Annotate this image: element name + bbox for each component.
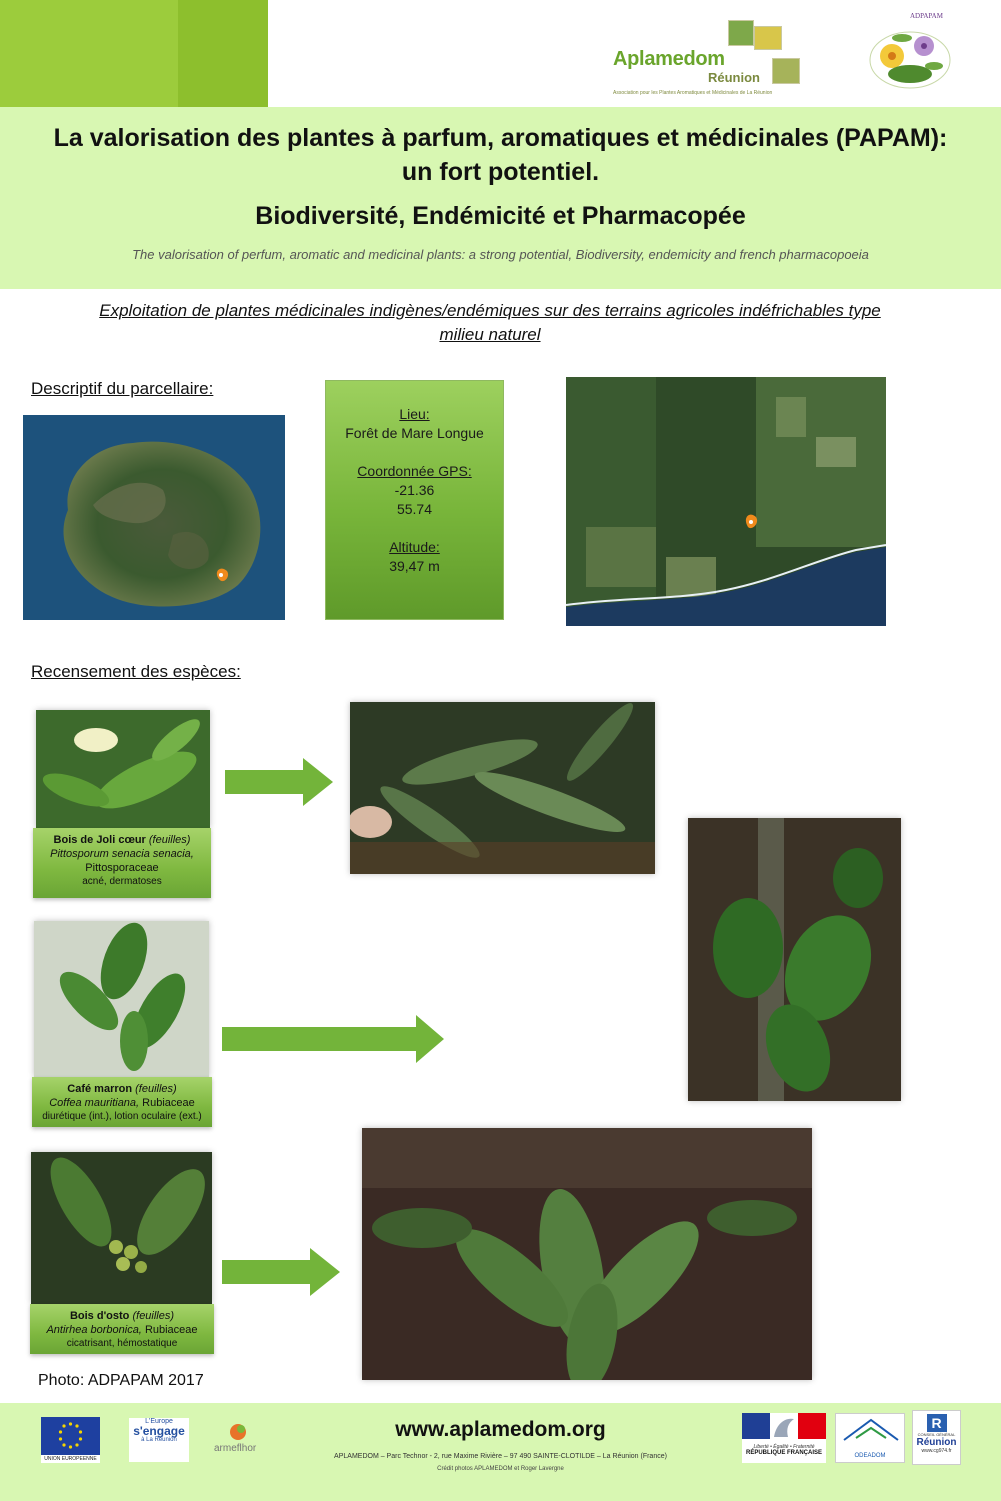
rf-motto: Liberté • Égalité • Fraternité bbox=[753, 1444, 815, 1450]
lieu-value: Forêt de Mare Longue bbox=[345, 425, 484, 441]
rf-label: RÉPUBLIQUE FRANÇAISE bbox=[745, 1450, 822, 1456]
section-title-line-1: Exploitation de plantes médicinales indigènes/endémiques sur des terrains agricoles indéfrichables type bbox=[99, 301, 881, 320]
odeadom-icon bbox=[836, 1414, 906, 1448]
zoomed-satellite-image bbox=[566, 377, 886, 626]
adpapam-label: ADPAPAM bbox=[910, 12, 943, 20]
aplamedom-logo bbox=[610, 18, 805, 98]
gps-lon: 55.74 bbox=[396, 501, 433, 517]
footer-address: APLAMEDOM – Parc Technor - 2, rue Maxime Rivière – 97 490 SAINTE-CLOTILDE – La Réunion (France) bbox=[334, 1453, 667, 1460]
region-line1: CONSEIL GÉNÉRAL bbox=[917, 1432, 956, 1437]
leaf-photo-icon bbox=[31, 1152, 212, 1304]
region-r-icon: R bbox=[927, 1414, 947, 1432]
gps-label: Coordonnée GPS: bbox=[357, 463, 472, 479]
species-label: Recensement des espèces: bbox=[31, 662, 241, 681]
species-2-photo bbox=[34, 921, 209, 1077]
species-3-family: Rubiaceae bbox=[144, 1324, 198, 1336]
zoomed-satellite-map bbox=[566, 377, 886, 626]
species-2-caption bbox=[32, 1077, 212, 1127]
species-3-uses: cicatrisant, hémostatique bbox=[66, 1338, 178, 1349]
title-line-1: La valorisation des plantes à parfum, aromatiques et médicinales (PAPAM): bbox=[53, 124, 948, 152]
top-bar-light bbox=[178, 0, 268, 107]
species-2-family: Rubiaceae bbox=[142, 1097, 195, 1109]
section-title-line-2: milieu naturel bbox=[439, 325, 541, 344]
header-band bbox=[0, 107, 1001, 289]
europe-line1: L'Europe bbox=[145, 1418, 173, 1425]
species-2-part: (feuilles) bbox=[135, 1083, 177, 1095]
odeadom-label: ODEADOM bbox=[854, 1453, 886, 1459]
species-1-family: Pittosporaceae bbox=[85, 862, 159, 874]
species-1-part: (feuilles) bbox=[148, 834, 191, 846]
species-3-part: (feuilles) bbox=[132, 1310, 175, 1322]
leaf-photo-icon bbox=[36, 710, 210, 828]
species-1-uses: acné, dermatoses bbox=[82, 876, 162, 887]
region-url: www.cg974.fr bbox=[921, 1448, 952, 1454]
lieu-label: Lieu: bbox=[399, 406, 430, 422]
species-3-latin: Antirhea borbonica, bbox=[46, 1324, 142, 1336]
aplamedom-name: Aplamedom bbox=[613, 48, 725, 70]
field-photo-icon bbox=[688, 818, 901, 1101]
aplamedom-tagline: Association pour les Plantes Aromatiques et Médicinales de La Réunion bbox=[613, 90, 773, 96]
logo-square-1 bbox=[728, 20, 754, 46]
leaf-photo-icon bbox=[34, 921, 209, 1077]
species-3-field-photo bbox=[362, 1128, 812, 1380]
species-2-uses: diurétique (int.), lotion oculaire (ext.) bbox=[42, 1111, 202, 1122]
altitude-label: Altitude: bbox=[389, 539, 440, 555]
species-1-field-photo bbox=[350, 702, 655, 874]
species-1-latin: Pittosporum senacia senacia, bbox=[50, 848, 194, 860]
region-reunion-logo bbox=[912, 1410, 961, 1465]
english-translation: The valorisation of perfum, aromatic and medicinal plants: a strong potential, Biodiversity, endemicity and french pharmacopoeia bbox=[132, 247, 869, 262]
aplamedom-sub: Réunion bbox=[708, 70, 760, 85]
parcel-label: Descriptif du parcellaire: bbox=[31, 379, 214, 398]
website-url[interactable]: www.aplamedom.org bbox=[395, 1418, 606, 1441]
species-1-caption bbox=[33, 828, 211, 898]
altitude-value: 39,47 m bbox=[389, 558, 440, 574]
island-satellite-image bbox=[23, 415, 285, 620]
page-title bbox=[0, 121, 1001, 189]
logo-square-3 bbox=[772, 58, 800, 84]
europe-line2: s'engage bbox=[133, 1424, 185, 1438]
armeflhor-label: armeflhor bbox=[214, 1443, 257, 1454]
field-photo-icon bbox=[350, 702, 655, 874]
odeadom-logo bbox=[835, 1413, 905, 1463]
section-title bbox=[0, 299, 980, 347]
page-subtitle: Biodiversité, Endémicité et Pharmacopée bbox=[255, 202, 746, 230]
footer-photo-credit: Crédit photos APLAMEDOM et Roger Lavergne bbox=[437, 1466, 564, 1472]
adpapam-logo bbox=[862, 12, 958, 94]
region-line2: Réunion bbox=[916, 1437, 957, 1448]
photo-credit: Photo: ADPAPAM 2017 bbox=[38, 1372, 204, 1389]
species-1-name: Bois de Joli cœur bbox=[53, 834, 146, 846]
republique-francaise-logo bbox=[742, 1413, 826, 1463]
species-3-name: Bois d'osto bbox=[69, 1310, 130, 1322]
top-bar-dark bbox=[0, 0, 178, 107]
species-2-field-photo bbox=[688, 818, 901, 1101]
island-map bbox=[23, 415, 285, 620]
europe-line3: à La Réunion bbox=[141, 1437, 177, 1443]
species-3-photo bbox=[31, 1152, 212, 1304]
eu-label: UNION EUROPEENNE bbox=[41, 1455, 100, 1463]
gps-lat: -21.36 bbox=[394, 482, 435, 498]
species-3-caption bbox=[30, 1304, 214, 1354]
marianne-icon bbox=[742, 1413, 826, 1439]
arrow-right-icon bbox=[222, 1248, 342, 1296]
species-2-latin: Coffea mauritiana, bbox=[49, 1097, 140, 1109]
flower-icon bbox=[862, 12, 958, 94]
title-line-2: un fort potentiel. bbox=[401, 158, 600, 186]
field-photo-icon bbox=[362, 1128, 812, 1380]
logo-square-2 bbox=[754, 26, 782, 50]
parcel-info-box bbox=[325, 380, 504, 620]
arrow-right-icon bbox=[225, 758, 335, 806]
species-2-name: Café marron bbox=[67, 1083, 133, 1095]
species-1-photo bbox=[36, 710, 210, 828]
arrow-right-icon bbox=[222, 1015, 446, 1063]
